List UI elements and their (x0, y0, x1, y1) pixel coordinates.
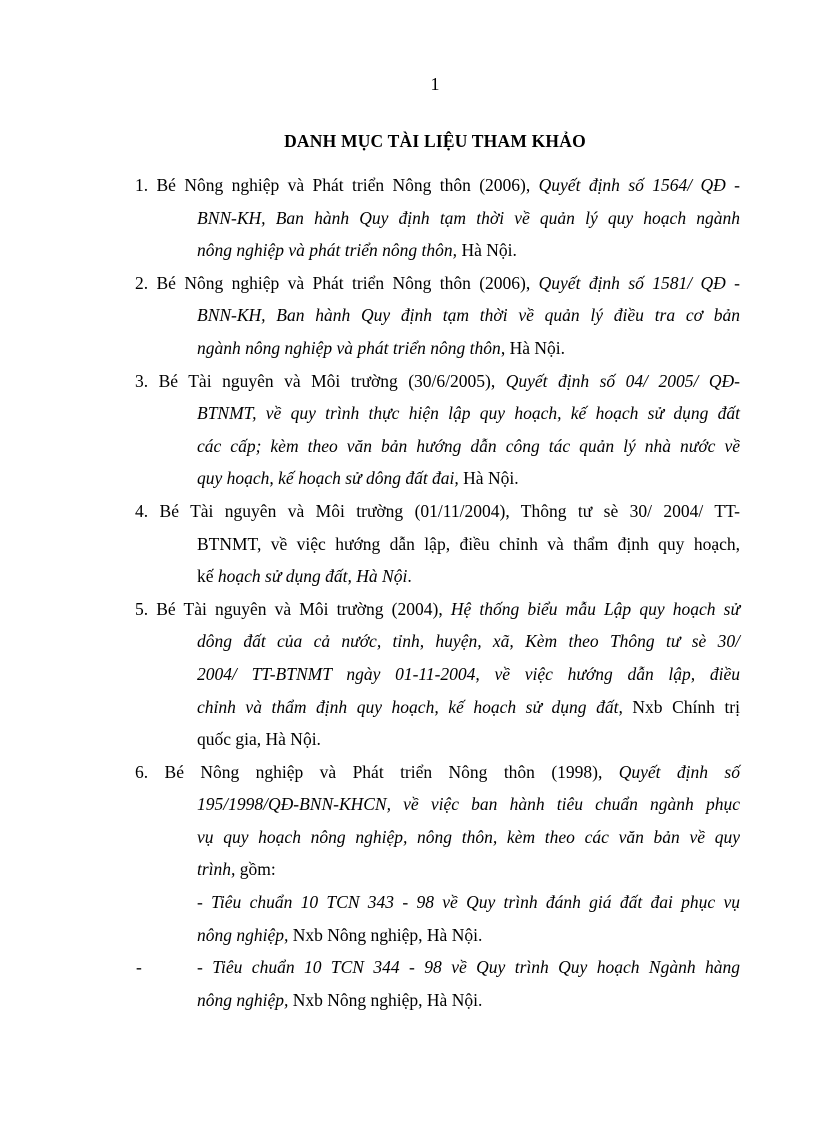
plain-text: Hà Nội. (457, 240, 517, 261)
plain-text: Nxb Nông nghiệp, Hà Nội. (288, 989, 483, 1010)
plain-text: 2. Bé Nông nghiệp và Phát triển Nông thôn (2006), (135, 272, 539, 293)
reference-line (136, 951, 740, 984)
plain-text: gồm: (235, 859, 276, 880)
italic-text: vụ quy hoạch nông nghiệp, nông thôn, kèm theo các văn bản về quy (197, 826, 740, 847)
italic-text: quy hoạch, kế hoạch sử dông đất đai, (197, 468, 459, 489)
reference-line (197, 560, 740, 593)
italic-text: BTNMT, về quy trình thực hiện lập quy hoạch, kế hoạch sử dụng đất (197, 403, 740, 424)
reference-line (197, 853, 740, 886)
reference-item (0, 593, 816, 756)
reference-line (197, 234, 740, 267)
reference-line (197, 462, 740, 495)
plain-text: , Hà Nội. (500, 337, 565, 358)
italic-text: Quyết định số (618, 761, 740, 782)
reference-line (197, 821, 740, 854)
page-title: DANH MỤC TÀI LIỆU THAM KHẢO (284, 131, 586, 151)
reference-line (135, 169, 740, 202)
reference-line (135, 365, 740, 398)
reference-line (135, 267, 740, 300)
page-number: 1 (430, 74, 440, 94)
reference-line (197, 332, 740, 365)
plain-text: 1. Bé Nông nghiệp và Phát triển Nông thôn (2006), (135, 175, 539, 195)
italic-text: 195/1998/QĐ-BNN-KHCN, về việc ban hành tiêu chuẩn ngành phục (197, 794, 740, 815)
italic-text: - Tiêu chuẩn 10 TCN 343 - 98 về Quy trình đánh giá đất đai phục vụ (197, 892, 740, 913)
reference-line (197, 788, 740, 821)
reference-line (197, 691, 740, 724)
italic-text: nông nghiệp và phát triển nông thôn, (197, 240, 458, 261)
reference-line (135, 593, 740, 626)
plain-text: Nxb Nông nghiệp, Hà Nội. (288, 924, 483, 945)
italic-text: trình, (197, 859, 236, 880)
reference-line (197, 658, 740, 691)
reference-item (0, 756, 816, 1017)
reference-item (0, 169, 816, 267)
plain-text: quốc gia, Hà Nội. (197, 729, 321, 750)
italic-text: BNN-KH, Ban hành Quy định tạm thời về quản lý quy hoạch ngành (197, 207, 740, 228)
italic-text: nông nghiệp, (197, 924, 289, 945)
italic-text: ngành nông nghiệp và phát triển nông thôn (197, 337, 501, 358)
italic-text: BNN-KH, Ban hành Quy định tạm thời về quản lý điều tra cơ bản (197, 305, 740, 326)
reference-line (197, 919, 740, 952)
reference-item (0, 365, 816, 495)
reference-line (197, 528, 740, 561)
reference-line (197, 625, 740, 658)
plain-text: Hà Nội. (458, 468, 519, 489)
italic-text: - Tiêu chuẩn 10 TCN 344 - 98 về Quy trình Quy hoạch Ngành hàng (197, 957, 740, 978)
reference-item (0, 267, 816, 365)
plain-text: 6. Bé Nông nghiệp và Phát triển Nông thôn (1998), (135, 761, 619, 782)
italic-text: dông đất của cả nước, tỉnh, huyện, xã, Kèm theo Thông tư sè 30/ (197, 631, 740, 652)
italic-text: Quyết định số 1581/ QĐ - (538, 272, 740, 293)
reference-line (197, 430, 740, 463)
reference-item (0, 495, 816, 593)
plain-text: 3. Bé Tài nguyên và Môi trường (30/6/2005), (135, 370, 506, 391)
italic-text: Hệ thống biểu mẫu Lập quy hoạch sử (450, 598, 740, 619)
plain-text: Nxb Chính trị (622, 696, 740, 717)
reference-line (197, 886, 740, 919)
italic-text: chỉnh và thẩm định quy hoạch, kế hoạch sử dụng đất, (197, 696, 623, 717)
reference-line (197, 397, 740, 430)
reference-line (135, 756, 740, 789)
plain-text: 5. Bé Tài nguyên và Môi trường (2004), (135, 598, 451, 619)
italic-text: Quyết định số 04/ 2005/ QĐ- (505, 370, 740, 391)
bullet-dash: - (136, 957, 142, 978)
plain-text: kế (197, 566, 218, 587)
italic-text: 2004/ TT-BTNMT ngày 01-11-2004, về việc hướng dẫn lập, điều (197, 663, 740, 684)
reference-list (0, 169, 816, 1016)
reference-line (197, 202, 740, 235)
italic-text: hoạch sử dụng đất, Hà Nội (217, 566, 408, 587)
reference-line (197, 723, 740, 756)
plain-text: 4. Bé Tài nguyên và Môi trường (01/11/2004), Thông tư sè 30/ 2004/ TT- (135, 500, 740, 521)
plain-text: BTNMT, về việc hướng dẫn lập, điều chỉnh và thẩm định quy hoạch, (197, 533, 740, 554)
reference-line (197, 984, 740, 1017)
reference-line (135, 495, 740, 528)
plain-text: . (407, 566, 412, 587)
italic-text: nông nghiệp, (197, 989, 289, 1010)
italic-text: các cấp; kèm theo văn bản hướng dẫn công tác quản lý nhà nước về (197, 435, 740, 456)
italic-text: Quyết định số 1564/ QĐ - (538, 175, 740, 195)
reference-line (197, 299, 740, 332)
